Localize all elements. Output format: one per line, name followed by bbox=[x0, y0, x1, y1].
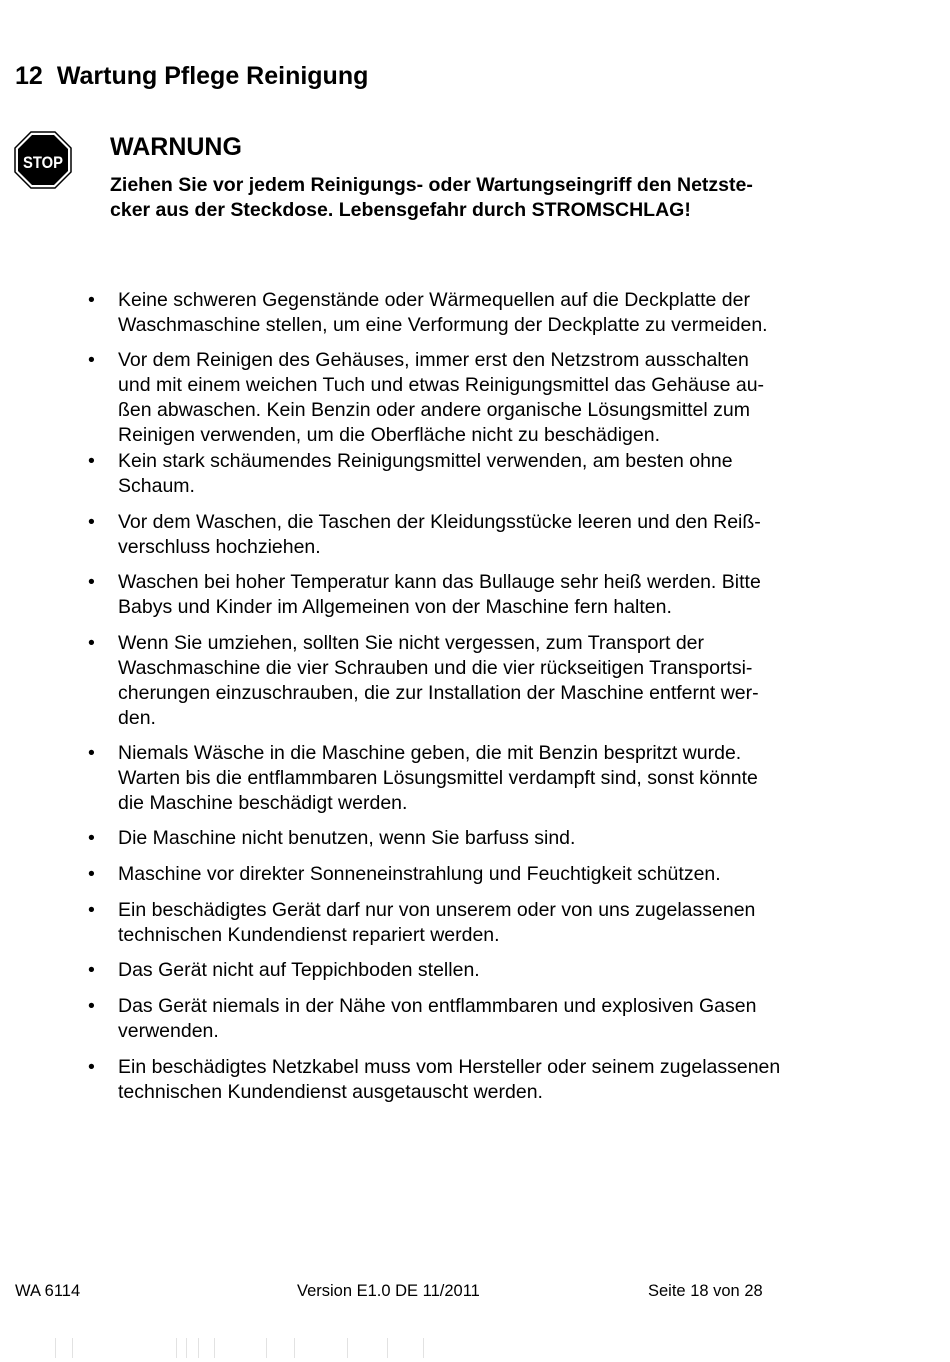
list-item-line: Babys und Kinder im Allgemeinen von der Maschine fern halten. bbox=[118, 596, 672, 618]
list-item-line: Maschine vor direkter Sonneneinstrahlung und Feuchtigkeit schützen. bbox=[118, 863, 721, 885]
list-item-line: die Maschine beschädigt werden. bbox=[118, 792, 408, 814]
warning-line: Ziehen Sie vor jedem Reinigungs- oder Wartungseingriff den Netzste- bbox=[110, 174, 753, 196]
bullet-icon: • bbox=[88, 349, 95, 371]
bullet-icon: • bbox=[88, 995, 95, 1017]
list-item-line: cherungen einzuschrauben, die zur Installation der Maschine entfernt wer- bbox=[118, 682, 759, 704]
bullet-icon: • bbox=[88, 511, 95, 533]
bullet-icon: • bbox=[88, 632, 95, 654]
bullet-icon: • bbox=[88, 1056, 95, 1078]
list-item-line: Niemals Wäsche in die Maschine geben, die mit Benzin bespritzt wurde. bbox=[118, 742, 742, 764]
stop-sign-label: STOP bbox=[23, 153, 63, 172]
list-item-line: Das Gerät niemals in der Nähe von entflammbaren und explosiven Gasen bbox=[118, 995, 757, 1017]
list-item-line: Das Gerät nicht auf Teppichboden stellen. bbox=[118, 959, 480, 981]
stop-sign-icon bbox=[14, 131, 72, 189]
footer-page-number: Seite 18 von 28 bbox=[648, 1282, 763, 1300]
footer-model: WA 6114 bbox=[15, 1282, 81, 1300]
bullet-icon: • bbox=[88, 450, 95, 472]
list-item-line: Ein beschädigtes Gerät darf nur von unserem oder von uns zugelassenen bbox=[118, 899, 756, 921]
bullet-icon: • bbox=[88, 827, 95, 849]
list-item-line: Die Maschine nicht benutzen, wenn Sie barfuss sind. bbox=[118, 827, 576, 849]
list-item-line: und mit einem weichen Tuch und etwas Reinigungsmittel das Gehäuse au- bbox=[118, 374, 765, 396]
warning-text bbox=[110, 173, 850, 223]
section-number: 12 bbox=[15, 62, 43, 90]
bullet-icon: • bbox=[88, 742, 95, 764]
bullet-icon: • bbox=[88, 863, 95, 885]
list-item-line: Vor dem Waschen, die Taschen der Kleidungsstücke leeren und den Reiß- bbox=[118, 511, 761, 533]
list-item-line: verwenden. bbox=[118, 1020, 219, 1042]
section-title: Wartung Pflege Reinigung bbox=[56, 62, 369, 90]
list-item-line: technischen Kundendienst ausgetauscht werden. bbox=[118, 1081, 543, 1103]
list-item-line: Reinigen verwenden, um die Oberfläche nicht zu beschädigen. bbox=[118, 424, 661, 446]
list-item-line: technischen Kundendienst repariert werden. bbox=[118, 924, 500, 946]
list-item-line: Waschmaschine die vier Schrauben und die vier rückseitigen Transportsi- bbox=[118, 657, 753, 679]
scan-artifacts bbox=[0, 1338, 950, 1358]
bullet-icon: • bbox=[88, 959, 95, 981]
warning-title: WARNUNG bbox=[110, 133, 242, 161]
list-item-line: Waschen bei hoher Temperatur kann das Bullauge sehr heiß werden. Bitte bbox=[118, 571, 761, 593]
list-item-line: Wenn Sie umziehen, sollten Sie nicht vergessen, zum Transport der bbox=[118, 632, 705, 654]
list-item-line: Ein beschädigtes Netzkabel muss vom Hersteller oder seinem zugelassenen bbox=[118, 1056, 781, 1078]
footer-version: Version E1.0 DE 11/2011 bbox=[297, 1282, 480, 1300]
list-item-line: Kein stark schäumendes Reinigungsmittel verwenden, am besten ohne bbox=[118, 450, 733, 472]
bullet-icon: • bbox=[88, 289, 95, 311]
bullet-icon: • bbox=[88, 899, 95, 921]
section-heading bbox=[15, 62, 368, 91]
list-item-line: den. bbox=[118, 707, 156, 729]
list-item-line: verschluss hochziehen. bbox=[118, 536, 321, 558]
list-item-line: Warten bis die entflammbaren Lösungsmittel verdampft sind, sonst könnte bbox=[118, 767, 758, 789]
list-item-line: Vor dem Reinigen des Gehäuses, immer erst den Netzstrom ausschalten bbox=[118, 349, 749, 371]
list-item-line: Schaum. bbox=[118, 475, 195, 497]
list-item-line: Keine schweren Gegenstände oder Wärmequellen auf die Deckplatte der bbox=[118, 289, 750, 311]
bullet-icon: • bbox=[88, 571, 95, 593]
warning-line: cker aus der Steckdose. Lebensgefahr durch STROMSCHLAG! bbox=[110, 199, 691, 221]
list-item-line: Waschmaschine stellen, um eine Verformung der Deckplatte zu vermeiden. bbox=[118, 314, 768, 336]
list-item-line: ßen abwaschen. Kein Benzin oder andere organische Lösungsmittel zum bbox=[118, 399, 750, 421]
